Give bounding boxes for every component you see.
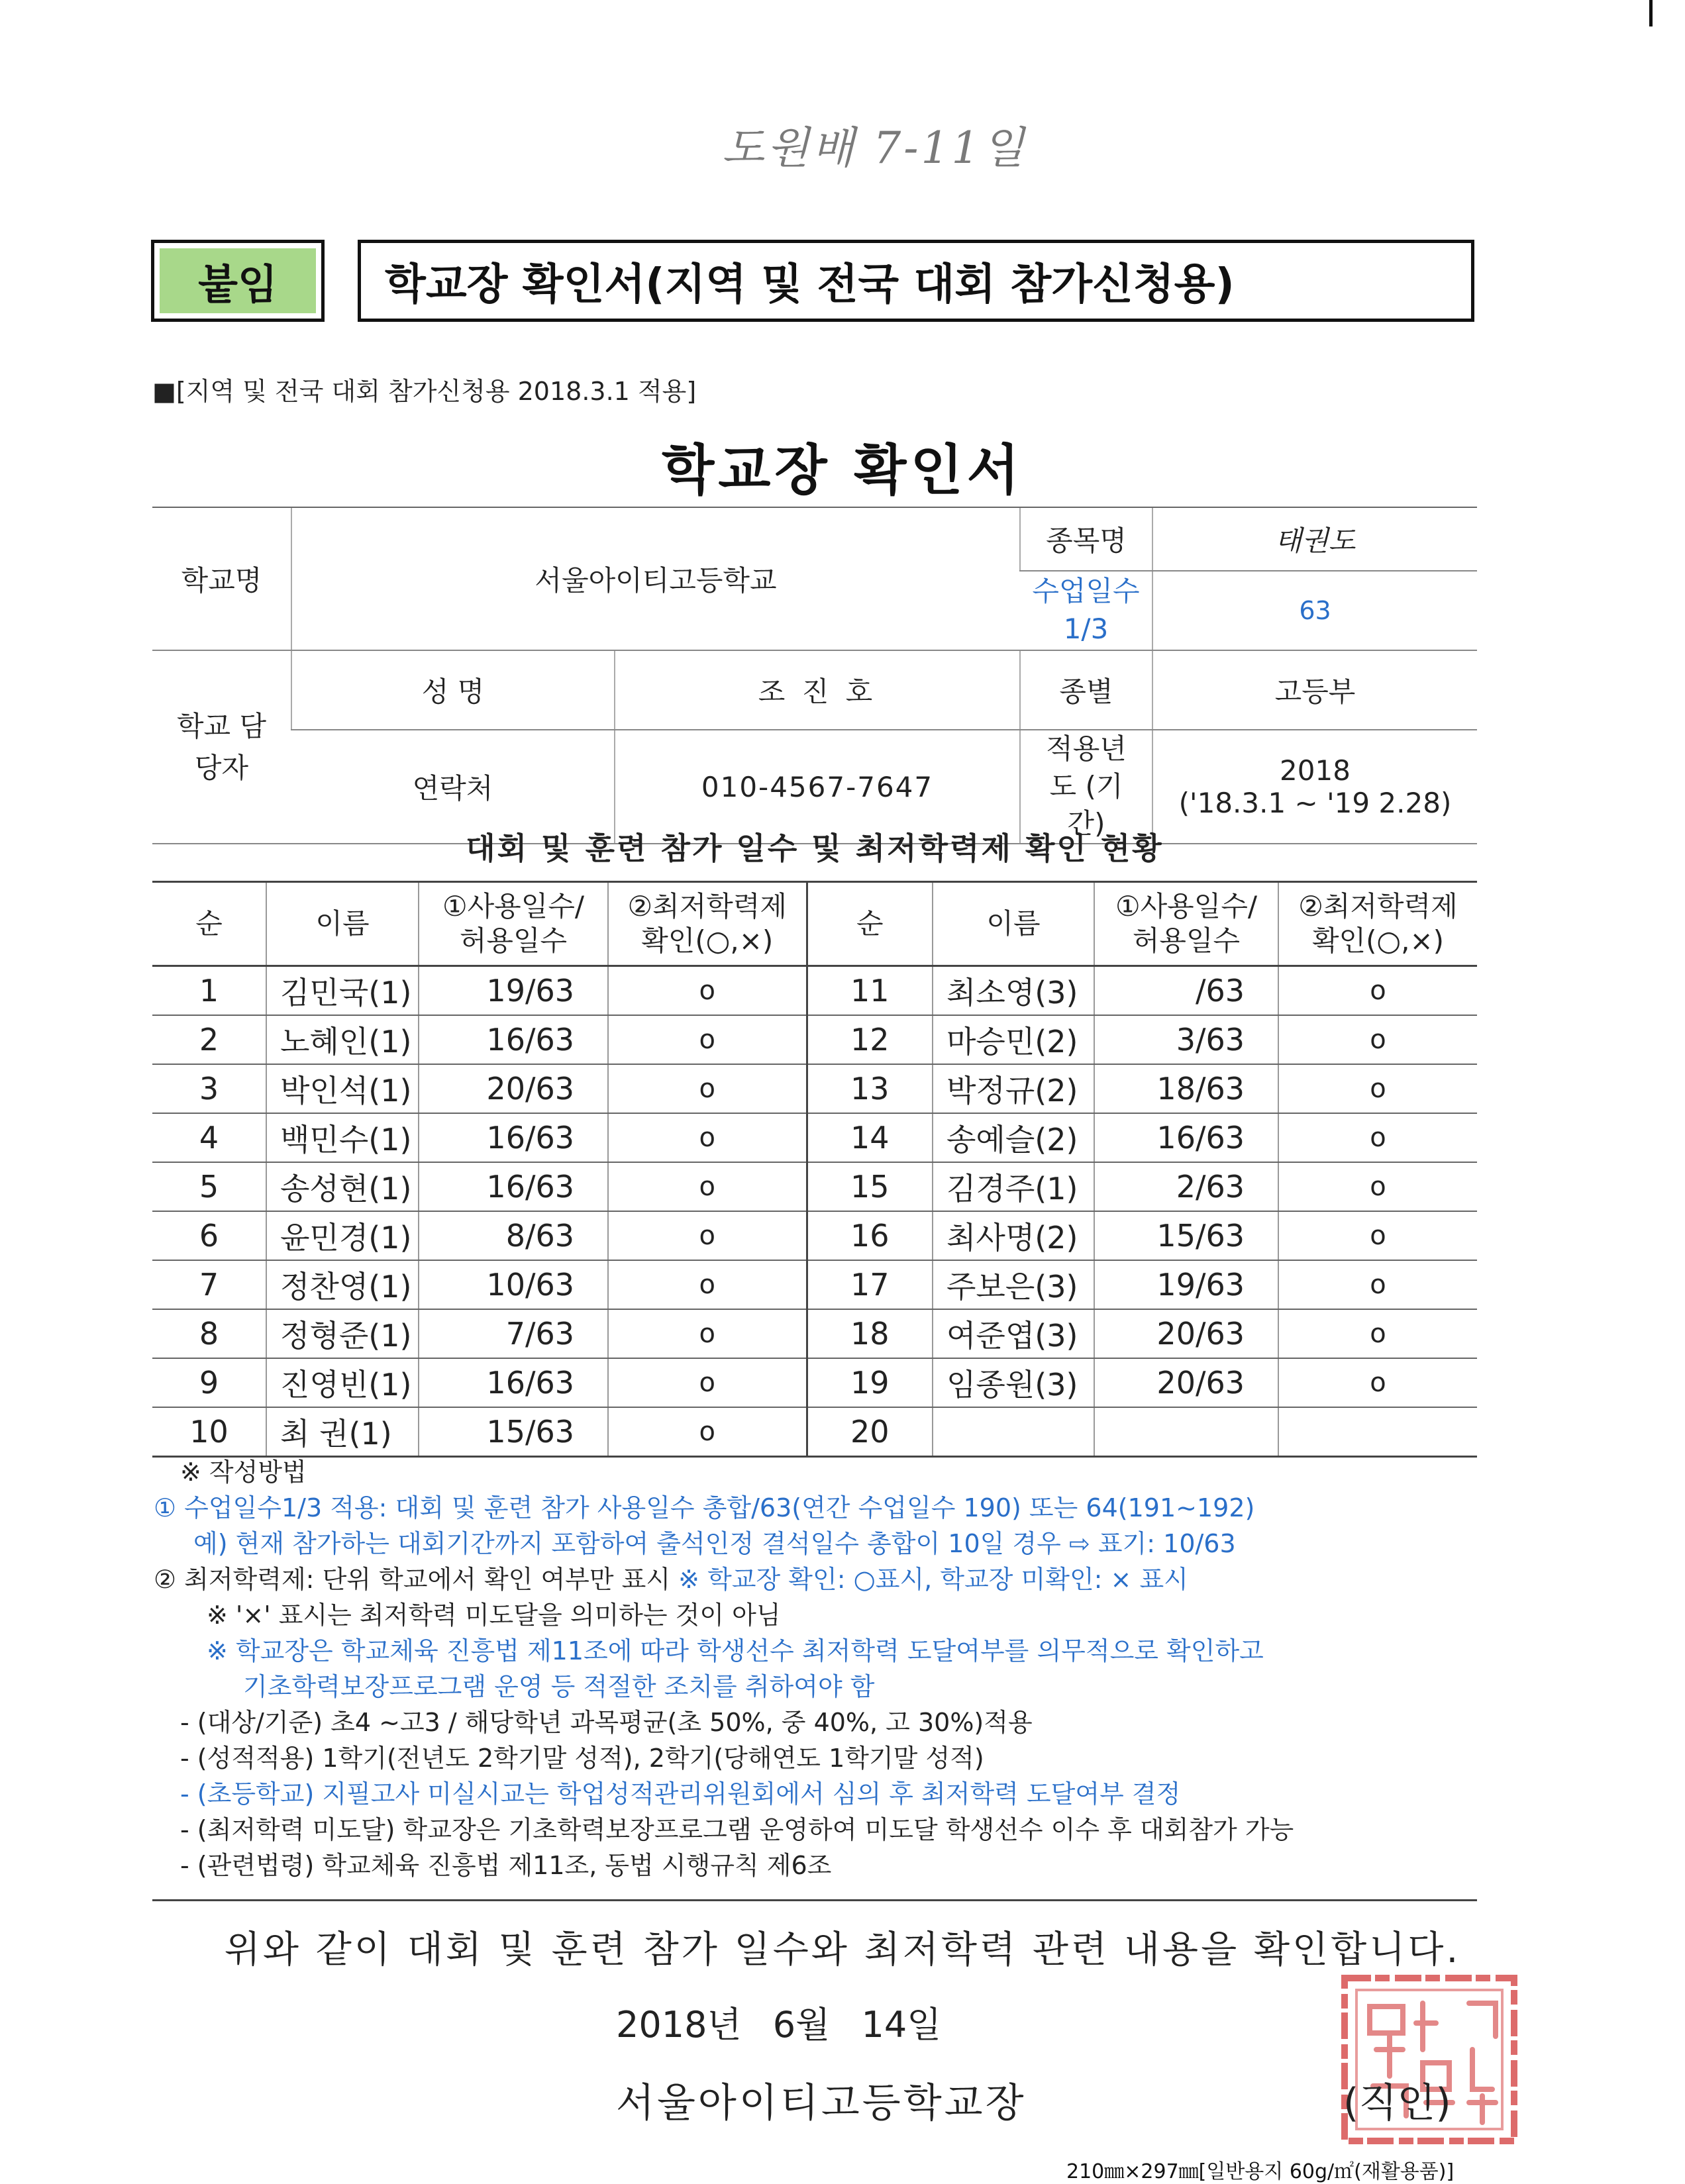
note-3: ※ '×' 표시는 최저학력 미도달을 의미하는 것이 아님: [207, 1601, 781, 1630]
row-name: 박정규(2): [933, 1064, 1094, 1113]
school-name-value: 서울아이티고등학교: [291, 507, 1020, 650]
row-no: 2: [152, 1015, 266, 1064]
header-check-line2: 확인(○,×): [641, 924, 774, 957]
header-days-line1: ①사용일수/: [1115, 889, 1258, 922]
person-name-value: 조 진 호: [615, 650, 1020, 730]
contact-label: 연락처: [291, 730, 615, 844]
row-name: 김민국(1): [266, 966, 419, 1016]
row-check-mark: o: [1278, 1211, 1477, 1260]
row-check-mark: o: [608, 1407, 807, 1457]
row-days: 20/63: [1094, 1358, 1278, 1407]
row-no: 20: [807, 1407, 933, 1457]
row-no: 1: [152, 966, 266, 1016]
row-check-mark: o: [608, 1162, 807, 1211]
row-days: 2/63: [1094, 1162, 1278, 1211]
row-name: 정찬영(1): [266, 1260, 419, 1309]
attachment-tag: [151, 240, 325, 322]
detail-5: - (관련법령) 학교체육 진흥법 제11조, 동법 시행규칙 제6조: [180, 1851, 832, 1880]
header-days-left: [419, 882, 608, 966]
row-days: /63: [1094, 966, 1278, 1016]
row-name: 여준엽(3): [933, 1309, 1094, 1358]
date-month: 6월: [772, 2004, 831, 2046]
header-days-line2: 허용일수: [1132, 924, 1241, 957]
row-check-mark: o: [1278, 1162, 1477, 1211]
note-4-line2: 기초학력보장프로그램 운영 등 적절한 조치를 취하여야 함: [243, 1672, 875, 1701]
class-days-value: 63: [1152, 571, 1477, 650]
row-no: 15: [807, 1162, 933, 1211]
row-check-mark: o: [608, 1113, 807, 1162]
section-title: 대회 및 훈련 참가 일수 및 최저학력제 확인 현황: [466, 830, 1164, 866]
header-days-line2: 허용일수: [459, 924, 568, 957]
document-title: 학교장 확인서: [662, 439, 1023, 502]
row-check-mark: o: [1278, 1358, 1477, 1407]
scan-edge-mark: [1649, 0, 1653, 26]
note-4-line1: ※ 학교장은 학교체육 진흥법 제11조에 따라 학생선수 최저학력 도달여부를 의무적으로 확인하고: [207, 1636, 1264, 1665]
row-name: 최사명(2): [933, 1211, 1094, 1260]
row-check-mark: o: [1278, 1015, 1477, 1064]
table-row: [152, 1260, 1477, 1309]
year-label: 적용년도 (기간): [1020, 730, 1152, 844]
participation-table: [152, 881, 1477, 1458]
row-no: 9: [152, 1358, 266, 1407]
paper-spec-footer: 210㎜×297㎜[일반용지 60g/㎡(재활용품)]: [1066, 2160, 1455, 2183]
row-no: 3: [152, 1064, 266, 1113]
row-check-mark: o: [608, 1309, 807, 1358]
header-check-right: [1278, 882, 1477, 966]
table-row: [152, 1113, 1477, 1162]
row-check-mark: o: [608, 1064, 807, 1113]
confirmation-statement: 위와 같이 대회 및 훈련 참가 일수와 최저학력 관련 내용을 확인합니다.: [224, 1928, 1461, 1971]
row-check-mark: o: [608, 1015, 807, 1064]
row-days: 19/63: [1094, 1260, 1278, 1309]
header-days-line1: ①사용일수/: [442, 889, 585, 922]
row-name: 윤민경(1): [266, 1211, 419, 1260]
date-day: 14일: [861, 2004, 942, 2046]
principal-name: 서울아이티고등학교장: [616, 2080, 1027, 2126]
row-no: 6: [152, 1211, 266, 1260]
header-check-line2: 확인(○,×): [1311, 924, 1445, 957]
row-name: [933, 1407, 1094, 1457]
row-days: 7/63: [419, 1309, 608, 1358]
seal-label: (직인): [1343, 2080, 1451, 2126]
row-no: 4: [152, 1113, 266, 1162]
row-days: 19/63: [419, 966, 608, 1016]
table-row: [152, 1407, 1477, 1457]
row-name: 박인석(1): [266, 1064, 419, 1113]
notes-heading: ※ 작성방법: [180, 1458, 307, 1487]
row-name: 송예슬(2): [933, 1113, 1094, 1162]
row-no: 18: [807, 1309, 933, 1358]
row-check-mark: o: [608, 1260, 807, 1309]
header-check-line1: ②최저학력제: [627, 889, 787, 922]
note-2: [154, 1562, 1478, 1597]
row-no: 14: [807, 1113, 933, 1162]
detail-3: - (초등학교) 지필고사 미실시교는 학업성적관리위원회에서 심의 후 최저학력 도달여부 결정: [180, 1779, 1181, 1809]
sport-value: 태권도: [1152, 507, 1477, 571]
header-days-right: [1094, 882, 1278, 966]
row-check-mark: o: [1278, 1260, 1477, 1309]
row-days: 16/63: [419, 1113, 608, 1162]
school-info-table: [152, 507, 1477, 844]
row-no: 10: [152, 1407, 266, 1457]
form-subnote: ■[지역 및 전국 대회 참가신청용 2018.3.1 적용]: [152, 377, 697, 406]
header-no-left: 순: [152, 882, 266, 966]
row-days: 16/63: [419, 1015, 608, 1064]
table-row: [152, 1358, 1477, 1407]
row-name: 진영빈(1): [266, 1358, 419, 1407]
row-days: 3/63: [1094, 1015, 1278, 1064]
year-period: ('18.3.1 ~ '19 2.28): [1178, 787, 1452, 820]
row-check-mark: o: [1278, 1064, 1477, 1113]
header-name-right: 이름: [933, 882, 1094, 966]
note-1-line1: ① 수업일수1/3 적용: 대회 및 훈련 참가 사용일수 총합/63(연간 수업일수 190) 또는 64(191~192): [154, 1493, 1255, 1522]
detail-2: - (성적적용) 1학기(전년도 2학기말 성적), 2학기(당해연도 1학기말 성적): [180, 1744, 984, 1773]
row-name: 백민수(1): [266, 1113, 419, 1162]
row-no: 11: [807, 966, 933, 1016]
division-label: 종별: [1020, 650, 1152, 730]
note-2-prefix: ② 최저학력제: 단위 학교에서 확인 여부만 표시: [154, 1565, 679, 1594]
table-row: [152, 1309, 1477, 1358]
row-days: [1094, 1407, 1278, 1457]
row-name: 마승민(2): [933, 1015, 1094, 1064]
row-check-mark: o: [608, 966, 807, 1016]
table-row: [152, 1015, 1477, 1064]
attachment-tag-label: 붙임: [160, 248, 316, 313]
header-name-left: 이름: [266, 882, 419, 966]
table-row: [152, 1064, 1477, 1113]
row-no: 5: [152, 1162, 266, 1211]
school-name-label: 학교명: [152, 507, 291, 650]
row-days: 18/63: [1094, 1064, 1278, 1113]
row-check-mark: o: [608, 1358, 807, 1407]
row-days: 8/63: [419, 1211, 608, 1260]
row-name: 정형준(1): [266, 1309, 419, 1358]
row-no: 8: [152, 1309, 266, 1358]
year-value: 2018: [1280, 754, 1351, 787]
row-days: 15/63: [1094, 1211, 1278, 1260]
issue-date: [616, 1997, 941, 2048]
row-check-mark: o: [1278, 1113, 1477, 1162]
row-name: 노혜인(1): [266, 1015, 419, 1064]
row-check-mark: o: [608, 1211, 807, 1260]
row-days: 15/63: [419, 1407, 608, 1457]
row-no: 17: [807, 1260, 933, 1309]
date-year: 2018년: [616, 2004, 742, 2046]
sport-label: 종목명: [1020, 507, 1152, 571]
table-row: [152, 1162, 1477, 1211]
row-no: 16: [807, 1211, 933, 1260]
row-name: 임종원(3): [933, 1358, 1094, 1407]
contact-value: 010-4567-7647: [615, 730, 1020, 844]
detail-1: - (대상/기준) 초4 ~고3 / 해당학년 과목평균(초 50%, 중 40%, 고 30%)적용: [180, 1708, 1033, 1737]
row-days: 16/63: [419, 1162, 608, 1211]
row-no: 13: [807, 1064, 933, 1113]
row-days: 10/63: [419, 1260, 608, 1309]
row-check-mark: o: [1278, 1309, 1477, 1358]
row-name: 김경주(1): [933, 1162, 1094, 1211]
class-days-label: 수업일수 1/3: [1020, 571, 1152, 650]
header-no-right: 순: [807, 882, 933, 966]
row-name: 최소영(3): [933, 966, 1094, 1016]
row-no: 19: [807, 1358, 933, 1407]
row-days: 20/63: [419, 1064, 608, 1113]
note-2-suffix: ※ 학교장 확인: ○표시, 학교장 미확인: × 표시: [678, 1565, 1188, 1594]
manager-label: 학교 담당자: [152, 650, 291, 844]
note-1-line2: 예) 현재 참가하는 대회기간까지 포함하여 출석인정 결석일수 총합이 10일 경우 ⇨ 표기: 10/63: [193, 1529, 1236, 1558]
handwritten-note: 도원배 7-11일: [722, 123, 1027, 174]
header-check-left: [608, 882, 807, 966]
header-check-line1: ②최저학력제: [1298, 889, 1458, 922]
table-row: [152, 966, 1477, 1016]
table-row: [152, 1211, 1477, 1260]
instructions-notes: [154, 1454, 1478, 1883]
row-no: 12: [807, 1015, 933, 1064]
division-value: 고등부: [1152, 650, 1477, 730]
row-check-mark: [1278, 1407, 1477, 1457]
person-name-label: 성 명: [291, 650, 615, 730]
row-name: 최 권(1): [266, 1407, 419, 1457]
row-check-mark: o: [1278, 966, 1477, 1016]
row-days: 20/63: [1094, 1309, 1278, 1358]
attachment-title: 학교장 확인서(지역 및 전국 대회 참가신청용): [358, 240, 1474, 322]
row-days: 16/63: [419, 1358, 608, 1407]
detail-4: - (최저학력 미도달) 학교장은 기초학력보장프로그램 운영하여 미도달 학생선수 이수 후 대회참가 가능: [180, 1815, 1294, 1844]
divider: [152, 1899, 1477, 1901]
row-name: 주보은(3): [933, 1260, 1094, 1309]
row-days: 16/63: [1094, 1113, 1278, 1162]
row-name: 송성현(1): [266, 1162, 419, 1211]
row-no: 7: [152, 1260, 266, 1309]
